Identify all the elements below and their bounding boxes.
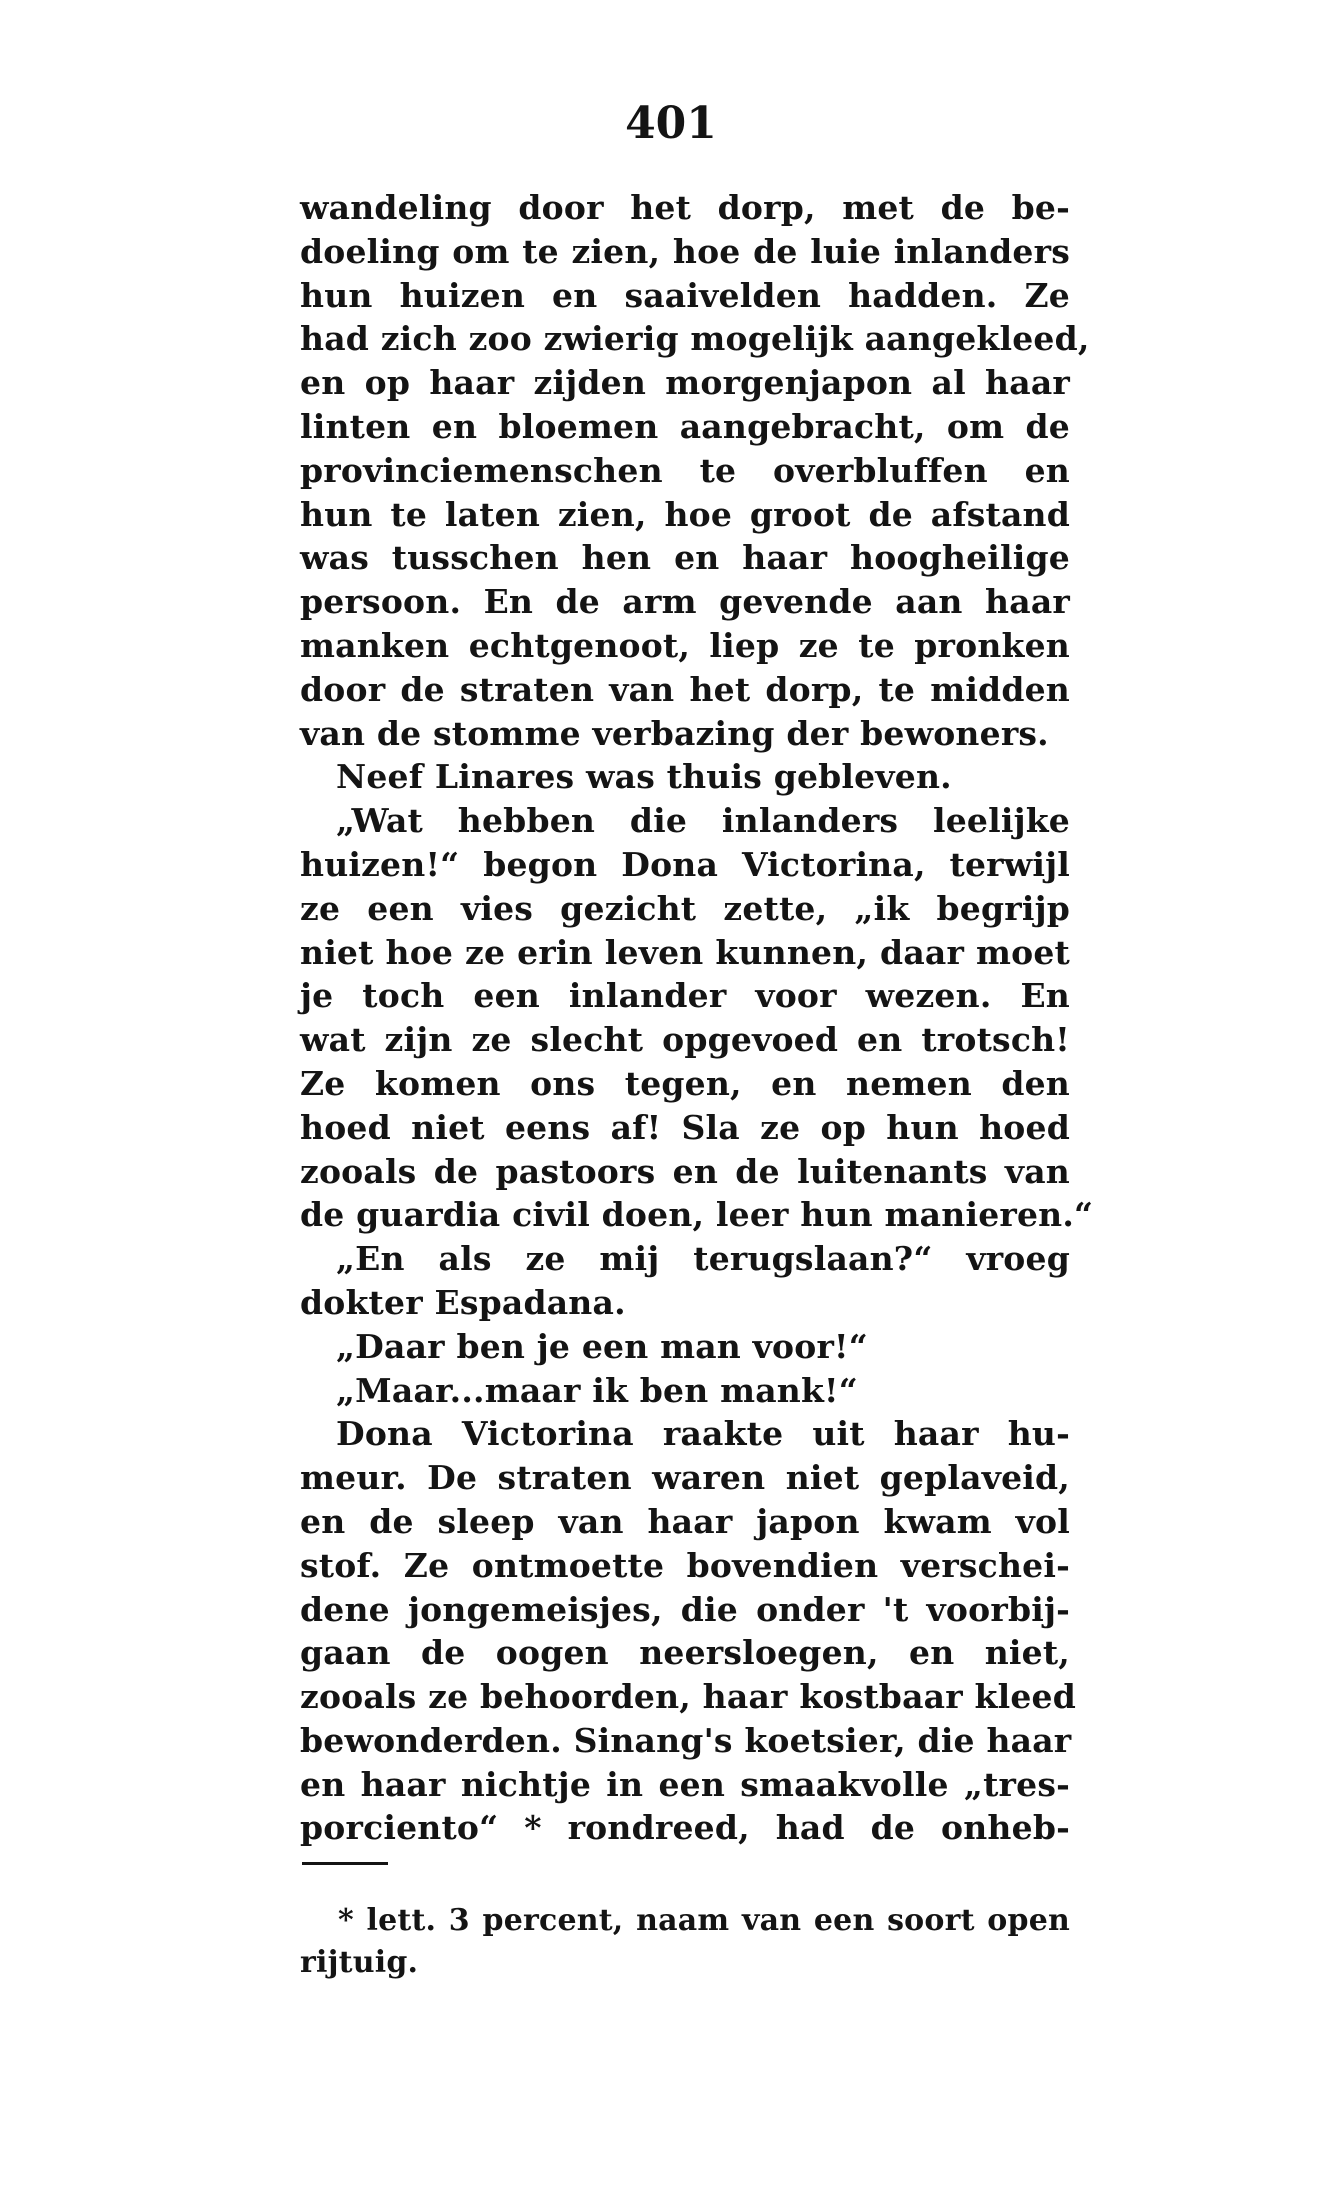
text-line: linten en bloemen aangebracht, om de xyxy=(300,406,1070,446)
text-line: porciento“ * rondreed, had de onheb- xyxy=(300,1808,1070,1848)
text-line: en de sleep van haar japon kwam vol xyxy=(300,1501,1070,1541)
text-line: gaan de oogen neersloegen, en niet, xyxy=(300,1633,1070,1673)
text-line: hun huizen en saaivelden hadden. Ze xyxy=(300,275,1070,315)
text-line: wandeling door het dorp, met de be- xyxy=(300,188,1070,227)
text-line: dokter Espadana. xyxy=(300,1282,626,1322)
text-line: doeling om te zien, hoe de luie inlanders xyxy=(300,231,1070,271)
text-line: wat zijn ze slecht opgevoed en trotsch! xyxy=(300,1020,1070,1060)
text-line: niet hoe ze erin leven kunnen, daar moet xyxy=(300,932,1070,972)
text-line: je toch een inlander voor wezen. En xyxy=(300,976,1070,1016)
text-line: door de straten van het dorp, te midden xyxy=(300,669,1070,709)
text-line: had zich zoo zwierig mogelijk aangekleed, xyxy=(300,319,1090,359)
text-line: en op haar zijden morgenjapon al haar xyxy=(300,363,1070,403)
text-line: ze een vies gezicht zette, „ik begrijp xyxy=(300,888,1070,928)
body-text xyxy=(300,186,1094,1850)
text-line: persoon. En de arm gevende aan haar xyxy=(300,582,1070,622)
text-line: huizen!“ begon Dona Victorina, terwijl xyxy=(300,844,1070,884)
footnote-line: rijtuig. xyxy=(300,1945,419,1980)
text-line: provinciemenschen te overbluffen en xyxy=(300,450,1070,490)
text-line: bewonderden. Sinang's koetsier, die haar xyxy=(300,1720,1072,1760)
text-line: Dona Victorina raakte uit haar hu- xyxy=(336,1414,1070,1454)
text-line: van de stomme verbazing der bewoners. xyxy=(300,713,1049,753)
text-line: Ze komen ons tegen, en nemen den xyxy=(300,1063,1070,1103)
text-line: hun te laten zien, hoe groot de afstand xyxy=(300,494,1070,534)
text-line: zooals ze behoorden, haar kostbaar kleed xyxy=(300,1677,1076,1717)
page-number: 401 xyxy=(625,98,717,149)
text-line: „En als ze mij terugslaan?“ vroeg xyxy=(336,1239,1070,1279)
text-line: „Wat hebben die inlanders leelijke xyxy=(336,801,1070,841)
text-line: meur. De straten waren niet geplaveid, xyxy=(300,1458,1070,1498)
text-line: „Maar...maar ik ben mank!“ xyxy=(336,1370,858,1410)
footnote xyxy=(300,1900,1070,1984)
footnote-rule xyxy=(302,1862,388,1865)
text-line: Neef Linares was thuis gebleven. xyxy=(336,757,952,797)
text-line: hoed niet eens af! Sla ze op hun hoed xyxy=(300,1107,1070,1147)
text-line: de guardia civil doen, leer hun manieren.“ xyxy=(300,1195,1094,1235)
text-line: manken echtgenoot, liep ze te pronken xyxy=(300,625,1070,665)
text-line: stof. Ze ontmoette bovendien verschei- xyxy=(300,1545,1070,1585)
text-line: en haar nichtje in een smaakvolle „tres- xyxy=(300,1764,1070,1804)
text-line: dene jongemeisjes, die onder 't voorbij- xyxy=(300,1589,1070,1629)
footnote-line: * lett. 3 percent, naam van een soort open xyxy=(338,1903,1070,1938)
text-line: zooals de pastoors en de luitenants van xyxy=(300,1151,1070,1191)
text-line: „Daar ben je een man voor!“ xyxy=(336,1326,868,1366)
text-line: was tusschen hen en haar hoogheilige xyxy=(300,538,1070,578)
